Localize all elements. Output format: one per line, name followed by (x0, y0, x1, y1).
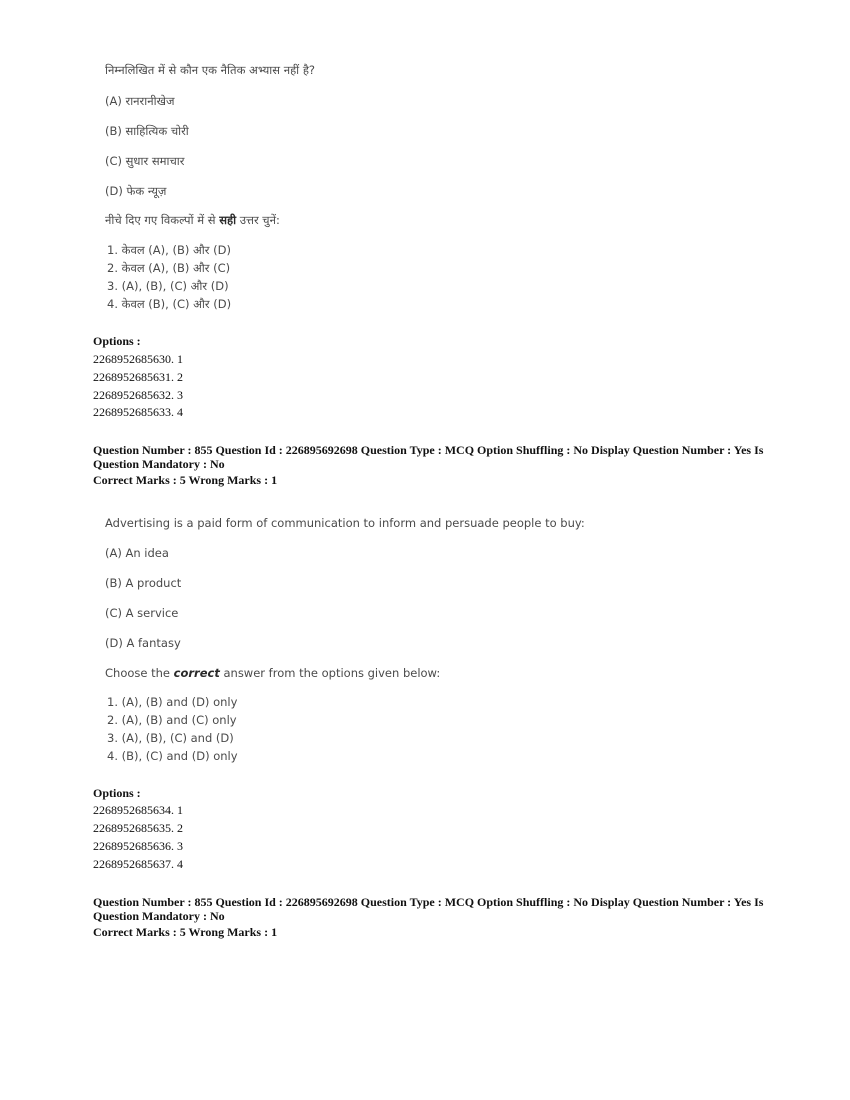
question-1-item-b: (B) साहित्यिक चोरी (105, 124, 189, 138)
question-1-item-d: (D) फेक न्यूज़ (105, 184, 167, 198)
question-1-item-c: (C) सुधार समाचार (105, 154, 185, 168)
question-2-item-a: (A) An idea (105, 546, 169, 560)
question-1-choice-3: 3. (A), (B), (C) और (D) (107, 279, 229, 293)
question-2-item-b: (B) A product (105, 576, 182, 590)
option-id-4: 2268952685633. 4 (93, 405, 183, 419)
question-1-text: निम्नलिखित में से कौन एक नैतिक अभ्यास नहीं है? (105, 63, 316, 77)
question-2-text: Advertising is a paid form of communication to inform and persuade people to buy: (105, 516, 585, 530)
question-1-choice-2: 2. केवल (A), (B) और (C) (107, 261, 231, 275)
question-meta-line-1: Question Number : 855 Question Id : 226895692698 Question Type : MCQ Option Shuffling : No Display Question Number : Yes Is (93, 895, 764, 909)
option-id-2: 2268952685635. 2 (93, 821, 183, 835)
question-2-instruction (105, 666, 440, 680)
instruction-post: उत्तर चुनें: (236, 213, 280, 227)
question-1-item-a: (A) रानरानीखेज (105, 94, 175, 108)
options-heading-2: Options : (93, 786, 141, 800)
question-meta-line-1: Question Number : 855 Question Id : 226895692698 Question Type : MCQ Option Shuffling : No Display Question Number : Yes Is (93, 443, 764, 457)
option-id-2: 2268952685631. 2 (93, 370, 183, 384)
question-2-choice-4: 4. (B), (C) and (D) only (107, 749, 238, 763)
option-id-3: 2268952685636. 3 (93, 839, 183, 853)
question-2-choice-1: 1. (A), (B) and (D) only (107, 695, 238, 709)
instruction-pre: Choose the (105, 666, 174, 680)
question-meta-marks: Correct Marks : 5 Wrong Marks : 1 (93, 473, 278, 487)
question-2-choice-2: 2. (A), (B) and (C) only (107, 713, 237, 727)
question-1-instruction (105, 213, 280, 228)
question-meta-line-2: Question Mandatory : No (93, 457, 225, 471)
option-id-3: 2268952685632. 3 (93, 388, 183, 402)
option-id-4: 2268952685637. 4 (93, 857, 183, 871)
instruction-pre: नीचे दिए गए विकल्पों में से (105, 213, 220, 227)
question-2-choice-3: 3. (A), (B), (C) and (D) (107, 731, 234, 745)
instruction-emphasis: correct (173, 666, 220, 680)
option-id-1: 2268952685630. 1 (93, 352, 183, 366)
question-2-item-d: (D) A fantasy (105, 636, 181, 650)
question-2-item-c: (C) A service (105, 606, 179, 620)
question-1-choice-4: 4. केवल (B), (C) और (D) (107, 297, 232, 311)
question-meta-marks: Correct Marks : 5 Wrong Marks : 1 (93, 925, 278, 939)
options-heading-1: Options : (93, 334, 141, 348)
question-meta-line-2: Question Mandatory : No (93, 909, 225, 923)
question-1-choice-1: 1. केवल (A), (B) और (D) (107, 243, 231, 257)
option-id-1: 2268952685634. 1 (93, 803, 183, 817)
instruction-post: answer from the options given below: (219, 666, 441, 680)
instruction-emphasis: सही (219, 213, 237, 227)
